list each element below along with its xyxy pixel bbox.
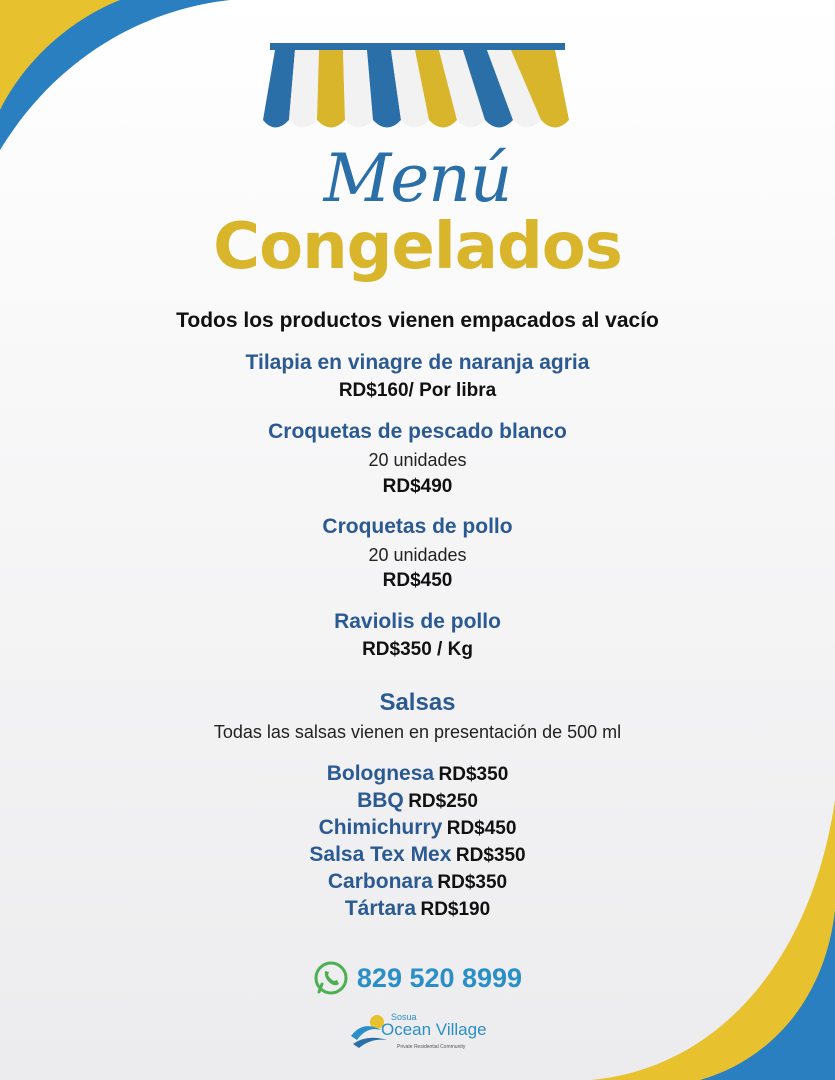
product-quantity: 20 unidades [368,545,467,565]
logo-tagline: Private Residential Community [397,1044,466,1050]
corner-decoration-bottom-right [590,800,835,1080]
awning-icon [255,40,575,140]
section-note: Todas las salsas vienen en presentación de 500 ml [213,722,622,742]
ocean-village-logo [347,1008,497,1058]
sauce-price: RD$190 [420,899,491,920]
title-script: Menú [323,140,512,217]
product-name: Croquetas de pollo [322,515,513,538]
sauce-item [0,870,835,894]
sauce-name: Tártara [344,897,417,920]
sauce-name: Carbonara [327,870,433,893]
whatsapp-icon [313,960,349,996]
sauce-price: RD$450 [446,818,517,839]
product-name: Tilapia en vinagre de naranja agria [245,351,590,374]
sauce-price: RD$350 [437,872,508,893]
sauce-name: Bolognesa [326,762,435,785]
sauce-price: RD$350 [438,764,509,785]
sauce-item [0,789,835,813]
contact-phone[interactable] [0,960,835,1001]
section-title-salsas: Salsas [379,689,456,716]
product-price: RD$160/ Por libra [338,380,497,401]
product-price: RD$450 [382,570,453,591]
product-name: Raviolis de pollo [334,610,501,633]
sauce-item [0,843,835,867]
sauce-item [0,762,835,786]
title-main: Congelados [213,210,622,284]
product-price: RD$490 [382,476,453,497]
sauce-price: RD$350 [455,845,526,866]
product-quantity: 20 unidades [368,450,467,470]
phone-number[interactable]: 829 520 8999 [356,962,523,993]
logo-small-text: Sosua [391,1012,417,1022]
product-price: RD$350 / Kg [362,639,473,660]
sauce-name: Salsa Tex Mex [309,843,452,866]
product-name: Croquetas de pescado blanco [268,420,567,443]
sauce-name: BBQ [357,789,404,812]
intro-text: Todos los productos vienen empacados al vacío [176,309,659,332]
sauce-item [0,897,835,921]
sauce-price: RD$250 [408,791,478,812]
logo-main-text: Ocean Village [381,1020,487,1039]
sauce-name: Chimichurry [318,816,443,839]
sauce-item [0,816,835,840]
